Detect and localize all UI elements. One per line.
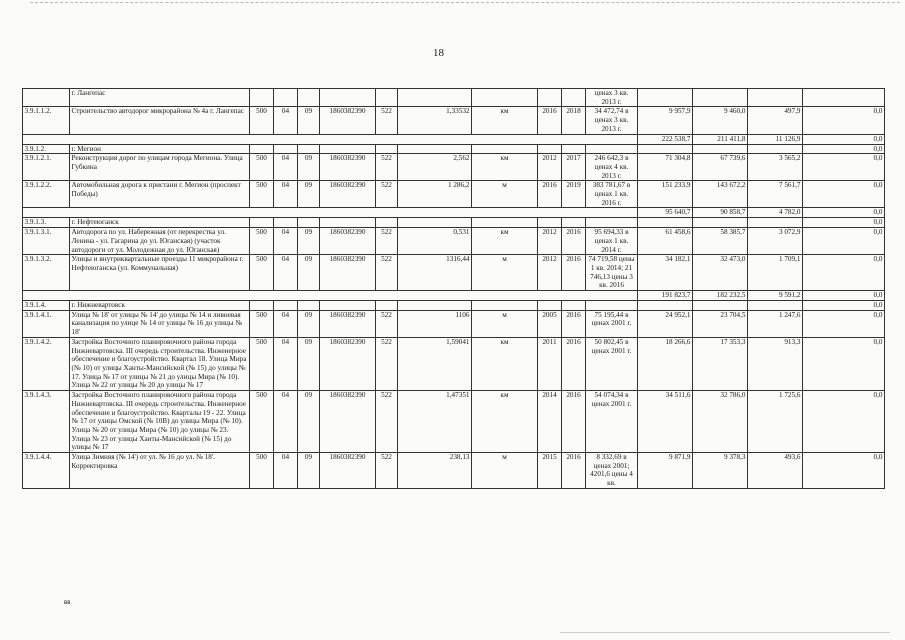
- cell-c1: [250, 144, 274, 154]
- cell-v3: 4 782,0: [748, 208, 803, 218]
- cell-c7: км: [472, 154, 538, 181]
- cell-c8: 2016: [538, 181, 562, 208]
- cell-c5: 522: [376, 391, 398, 453]
- cell-c1: 500: [250, 310, 274, 337]
- cell-name: г. Нижневартовск: [70, 301, 250, 311]
- cell-v2: 32 786,0: [693, 391, 748, 453]
- cell-c9: 2018: [562, 107, 586, 134]
- budget-table: [22, 88, 885, 489]
- cell-c2: 04: [274, 310, 298, 337]
- cell-c5: 522: [376, 154, 398, 181]
- cell-c9: 2016: [562, 310, 586, 337]
- cell-c3: [298, 218, 320, 228]
- cell-c1: 500: [250, 255, 274, 291]
- cell-c7: [472, 89, 538, 107]
- cell-c4: [320, 218, 376, 228]
- cell-v2: 67 739,6: [693, 154, 748, 181]
- cell-c9: [562, 144, 586, 154]
- section-row: [23, 89, 885, 107]
- cell-v4: 0,0: [803, 208, 885, 218]
- scan-edge: [30, 2, 900, 11]
- cell-v4: 0,0: [803, 391, 885, 453]
- cell-c8: 2012: [538, 228, 562, 255]
- cell-c3: 09: [298, 453, 320, 489]
- cell-c4: 1860382390: [320, 255, 376, 291]
- cell-c9: 2016: [562, 337, 586, 390]
- cell-v4: 0,0: [803, 255, 885, 291]
- cell-c5: 522: [376, 255, 398, 291]
- cell-c2: 04: [274, 181, 298, 208]
- cell-c7: км: [472, 107, 538, 134]
- cell-c6: 238,13: [398, 453, 472, 489]
- cell-c3: 09: [298, 255, 320, 291]
- cell-v3: 1 709,1: [748, 255, 803, 291]
- cell-code: 3.9.1.4.: [23, 301, 70, 311]
- cell-v1: 9 957,9: [638, 107, 693, 134]
- cell-name: г. Мегион: [70, 144, 250, 154]
- cell-c5: 522: [376, 337, 398, 390]
- cell-c3: 09: [298, 337, 320, 390]
- cell-v4: 0,0: [803, 181, 885, 208]
- cell-c6: 1 286,2: [398, 181, 472, 208]
- cell-v2: 17 353,3: [693, 337, 748, 390]
- cell-c1: 500: [250, 154, 274, 181]
- cell-c4: 1860382390: [320, 391, 376, 453]
- cell-c9: [562, 89, 586, 107]
- cell-name: Автомобильная дорога к пристани г. Мегион (проспект Победы): [70, 181, 250, 208]
- cell-c8: [538, 89, 562, 107]
- cell-v2: [693, 144, 748, 154]
- cell-v3: [748, 301, 803, 311]
- cell-c5: 522: [376, 181, 398, 208]
- cell-c9: 2019: [562, 181, 586, 208]
- cell-c5: 522: [376, 107, 398, 134]
- cell-name: Автодорога по ул. Набережная (от перекрестка ул. Ленина - ул. Гагарина до ул. Юганская) (участок автодороги от ул. Молодежная до ул. Юганская): [70, 228, 250, 255]
- cell-v2: 32 473,0: [693, 255, 748, 291]
- cell-c10: 246 642,3 в ценах 4 кв. 2013 г.: [586, 154, 638, 181]
- cell-v3: 1 247,6: [748, 310, 803, 337]
- blank-cell: [23, 291, 638, 301]
- cell-v1: 34 182,1: [638, 255, 693, 291]
- cell-c10: 50 802,45 в ценах 2001 г.: [586, 337, 638, 390]
- cell-c5: 522: [376, 310, 398, 337]
- table-row: [23, 107, 885, 134]
- cell-c4: 1860382390: [320, 228, 376, 255]
- cell-name: Улица Зимняя (№ 14') от ул. № 16 до ул. № 18'. Корректировка: [70, 453, 250, 489]
- cell-c10: 54 074,34 в ценах 2001 г.: [586, 391, 638, 453]
- cell-c6: 1,33532: [398, 107, 472, 134]
- cell-c3: 09: [298, 228, 320, 255]
- cell-name: г. Нефтеюганск: [70, 218, 250, 228]
- cell-c2: 04: [274, 453, 298, 489]
- scan-edge-bottom: [560, 632, 890, 633]
- cell-v2: 182 232,5: [693, 291, 748, 301]
- cell-c3: 09: [298, 107, 320, 134]
- cell-c7: [472, 218, 538, 228]
- cell-c6: [398, 218, 472, 228]
- cell-c4: 1860382390: [320, 107, 376, 134]
- cell-c8: [538, 218, 562, 228]
- cell-name: г. Лангепас: [70, 89, 250, 107]
- cell-c1: [250, 89, 274, 107]
- table-row: [23, 181, 885, 208]
- section-row: [23, 301, 885, 311]
- cell-c1: 500: [250, 181, 274, 208]
- cell-c5: 522: [376, 453, 398, 489]
- cell-c6: [398, 144, 472, 154]
- cell-c1: [250, 301, 274, 311]
- cell-c2: 04: [274, 107, 298, 134]
- cell-c9: 2016: [562, 453, 586, 489]
- cell-c7: [472, 144, 538, 154]
- table-row: [23, 337, 885, 390]
- cell-code: 3.9.1.3.2.: [23, 255, 70, 291]
- cell-code: 3.9.1.3.1.: [23, 228, 70, 255]
- cell-v4: 0,0: [803, 228, 885, 255]
- subtotal-row: [23, 291, 885, 301]
- cell-v3: 493,6: [748, 453, 803, 489]
- cell-c6: [398, 89, 472, 107]
- cell-code: 3.9.1.1.2.: [23, 107, 70, 134]
- cell-c2: 04: [274, 255, 298, 291]
- cell-c7: м: [472, 181, 538, 208]
- cell-c2: [274, 301, 298, 311]
- cell-c7: м: [472, 453, 538, 489]
- cell-c10: 74 719,58 цены 1 кв. 2014; 21 746,13 цены 3 кв. 2016: [586, 255, 638, 291]
- cell-v1: [638, 89, 693, 107]
- cell-code: 3.9.1.2.1.: [23, 154, 70, 181]
- cell-c9: 2016: [562, 391, 586, 453]
- cell-c2: [274, 144, 298, 154]
- cell-c8: [538, 144, 562, 154]
- cell-c3: [298, 301, 320, 311]
- cell-c1: [250, 218, 274, 228]
- cell-name: Строительство автодорог микрорайона № 4а г. Лангепас: [70, 107, 250, 134]
- cell-c5: [376, 301, 398, 311]
- cell-c1: 500: [250, 453, 274, 489]
- cell-v2: 143 672,2: [693, 181, 748, 208]
- cell-v4: 0,0: [803, 291, 885, 301]
- cell-v3: 1 725,6: [748, 391, 803, 453]
- cell-c4: [320, 144, 376, 154]
- cell-v1: 95 640,7: [638, 208, 693, 218]
- cell-v1: 9 871,9: [638, 453, 693, 489]
- cell-c6: 0,531: [398, 228, 472, 255]
- cell-v4: 0,0: [803, 310, 885, 337]
- cell-v2: 23 704,5: [693, 310, 748, 337]
- cell-v2: 9 460,0: [693, 107, 748, 134]
- cell-c9: [562, 218, 586, 228]
- cell-c10: 34 472,74 в ценах 3 кв. 2013 г.: [586, 107, 638, 134]
- cell-v3: [748, 218, 803, 228]
- cell-v4: 0,0: [803, 301, 885, 311]
- cell-code: [23, 89, 70, 107]
- cell-v1: [638, 301, 693, 311]
- cell-c6: 2,562: [398, 154, 472, 181]
- cell-v4: 0,0: [803, 154, 885, 181]
- cell-v3: 7 561,7: [748, 181, 803, 208]
- cell-c10: [586, 218, 638, 228]
- table-row: [23, 154, 885, 181]
- subtotal-row: [23, 134, 885, 144]
- cell-v2: 58 385,7: [693, 228, 748, 255]
- cell-c1: 500: [250, 391, 274, 453]
- cell-v1: 191 823,7: [638, 291, 693, 301]
- cell-c4: 1860382390: [320, 453, 376, 489]
- cell-c7: м: [472, 310, 538, 337]
- cell-code: 3.9.1.4.1.: [23, 310, 70, 337]
- footer-mark: вв: [64, 600, 71, 606]
- cell-v1: 222 538,7: [638, 134, 693, 144]
- cell-v4: 0,0: [803, 453, 885, 489]
- section-row: [23, 218, 885, 228]
- cell-c6: 1106: [398, 310, 472, 337]
- cell-c4: [320, 301, 376, 311]
- cell-c10: [586, 144, 638, 154]
- table-row: [23, 391, 885, 453]
- cell-c5: [376, 144, 398, 154]
- cell-v3: [748, 89, 803, 107]
- cell-code: 3.9.1.4.4.: [23, 453, 70, 489]
- cell-v1: [638, 218, 693, 228]
- cell-v1: 151 233,9: [638, 181, 693, 208]
- cell-c3: 09: [298, 181, 320, 208]
- cell-c9: 2017: [562, 154, 586, 181]
- cell-c6: 1,59041: [398, 337, 472, 390]
- cell-c6: 1,47351: [398, 391, 472, 453]
- cell-code: 3.9.1.2.2.: [23, 181, 70, 208]
- cell-v1: 24 952,1: [638, 310, 693, 337]
- cell-c3: 09: [298, 391, 320, 453]
- blank-cell: [23, 134, 638, 144]
- section-row: [23, 144, 885, 154]
- page-number: 18: [433, 47, 444, 59]
- cell-c1: 500: [250, 337, 274, 390]
- cell-v1: 18 266,6: [638, 337, 693, 390]
- cell-code: 3.9.1.4.2.: [23, 337, 70, 390]
- cell-c2: 04: [274, 154, 298, 181]
- cell-v2: 9 378,3: [693, 453, 748, 489]
- cell-v2: 211 411,8: [693, 134, 748, 144]
- cell-v3: [748, 144, 803, 154]
- cell-v4: 0,0: [803, 218, 885, 228]
- cell-c10: 95 694,33 в ценах 1 кв. 2014 г.: [586, 228, 638, 255]
- cell-v3: 497,9: [748, 107, 803, 134]
- cell-code: 3.9.1.2.: [23, 144, 70, 154]
- cell-v4: 0,0: [803, 144, 885, 154]
- cell-c8: 2012: [538, 255, 562, 291]
- subtotal-row: [23, 208, 885, 218]
- cell-code: 3.9.1.4.3.: [23, 391, 70, 453]
- cell-c5: 522: [376, 228, 398, 255]
- cell-v1: 71 304,8: [638, 154, 693, 181]
- cell-c10: 75 195,44 в ценах 2001 г.: [586, 310, 638, 337]
- cell-v2: [693, 301, 748, 311]
- cell-c4: 1860382390: [320, 337, 376, 390]
- cell-c10: 383 781,67 в ценах 1 кв. 2016 г.: [586, 181, 638, 208]
- cell-c1: 500: [250, 228, 274, 255]
- cell-c6: 1316,44: [398, 255, 472, 291]
- cell-c8: 2016: [538, 107, 562, 134]
- cell-v4: 0,0: [803, 134, 885, 144]
- table-body: [23, 89, 885, 489]
- cell-c4: 1860382390: [320, 310, 376, 337]
- cell-c8: [538, 301, 562, 311]
- cell-c5: [376, 89, 398, 107]
- cell-code: 3.9.1.3.: [23, 218, 70, 228]
- cell-c6: [398, 301, 472, 311]
- cell-c9: 2016: [562, 228, 586, 255]
- cell-c4: [320, 89, 376, 107]
- cell-c7: [472, 301, 538, 311]
- cell-name: Застройка Восточного планировочного района города Нижневартовска. III очередь строительства. Инженерное обеспечение и благоустройство. Кварталы 19 - 22. Улица № 17 от улицы Омской (№ 10В) до улицы Мира (№ 10). Улица № 20 от улицы Мира (№ 10) до улицы № 23. Улица № 23 от улицы Ханты-Мансийской (№ 15) до улицы № 17: [70, 391, 250, 453]
- cell-name: Улицы и внутриквартальные проезды 11 микрорайона г. Нефтеюганска (ул. Коммунальная): [70, 255, 250, 291]
- cell-v4: [803, 89, 885, 107]
- cell-v3: 3 565,2: [748, 154, 803, 181]
- cell-v3: 11 126,9: [748, 134, 803, 144]
- cell-v4: 0,0: [803, 107, 885, 134]
- cell-v2: [693, 218, 748, 228]
- cell-c1: 500: [250, 107, 274, 134]
- cell-c4: 1860382390: [320, 154, 376, 181]
- cell-c2: 04: [274, 228, 298, 255]
- cell-c7: км: [472, 337, 538, 390]
- cell-name: Реконструкция дорог по улицам города Мегиона. Улица Губкина: [70, 154, 250, 181]
- cell-c7: м: [472, 255, 538, 291]
- cell-v1: 34 511,6: [638, 391, 693, 453]
- cell-v3: 3 072,9: [748, 228, 803, 255]
- table-row: [23, 255, 885, 291]
- cell-c7: км: [472, 228, 538, 255]
- cell-c2: [274, 218, 298, 228]
- cell-v2: 90 858,7: [693, 208, 748, 218]
- cell-c2: 04: [274, 391, 298, 453]
- table-row: [23, 228, 885, 255]
- cell-c4: 1860382390: [320, 181, 376, 208]
- cell-v1: [638, 144, 693, 154]
- cell-v3: 9 591,2: [748, 291, 803, 301]
- cell-name: Застройка Восточного планировочного района города Нижневартовска. III очередь строительства. Инженерное обеспечение и благоустройство. Квартал 18. Улица Мира (№ 10) от улицы Ханты-Мансийской (№ 15) до улицы № 17. Улица № 17 от улицы № 21 до улицы Мира (№ 10). Улица № 22 от улицы № 20 до улицы № 17: [70, 337, 250, 390]
- cell-name: Улица № 18' от улицы № 14' до улицы № 14 и ливневая канализация по улице № 14 от улицы № 16 до улицы № 18': [70, 310, 250, 337]
- blank-cell: [23, 208, 638, 218]
- cell-c5: [376, 218, 398, 228]
- cell-v4: 0,0: [803, 337, 885, 390]
- cell-c9: [562, 301, 586, 311]
- cell-c2: [274, 89, 298, 107]
- cell-c3: [298, 89, 320, 107]
- cell-c10: 8 332,69 в ценах 2001; 4201,6 цены 4 кв.: [586, 453, 638, 489]
- cell-c2: 04: [274, 337, 298, 390]
- cell-c8: 2015: [538, 453, 562, 489]
- cell-c8: 2014: [538, 391, 562, 453]
- cell-c9: 2016: [562, 255, 586, 291]
- cell-c3: 09: [298, 154, 320, 181]
- cell-c8: 2011: [538, 337, 562, 390]
- cell-v2: [693, 89, 748, 107]
- cell-c3: 09: [298, 310, 320, 337]
- cell-c8: 2005: [538, 310, 562, 337]
- cell-c7: км: [472, 391, 538, 453]
- cell-c8: 2012: [538, 154, 562, 181]
- cell-c10: ценах 3 кв. 2013 г.: [586, 89, 638, 107]
- cell-c3: [298, 144, 320, 154]
- table-row: [23, 310, 885, 337]
- cell-v1: 61 458,6: [638, 228, 693, 255]
- cell-v3: 913,3: [748, 337, 803, 390]
- table-row: [23, 453, 885, 489]
- cell-c10: [586, 301, 638, 311]
